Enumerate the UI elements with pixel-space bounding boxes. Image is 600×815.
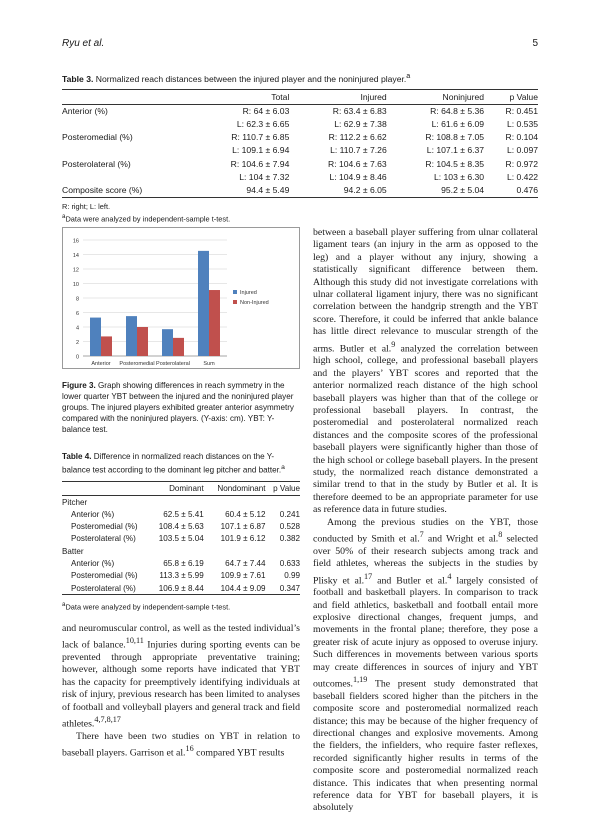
cell-total: R: 110.7 ± 6.85 [231, 132, 290, 143]
table-row [62, 104, 538, 118]
y-tick-label: 16 [72, 238, 79, 245]
row-label: Posterolateral (%) [71, 534, 136, 544]
row-label: Anterior (%) [71, 559, 115, 569]
table-3 [62, 72, 538, 225]
legend-label: Injured [240, 290, 257, 296]
cell-nondominant: 109.9 ± 7.61 [220, 571, 266, 581]
table-4-note: $^a$Data were analyzed by independent-sample t-test. [62, 601, 231, 612]
table-4-grid [62, 481, 300, 596]
table-row [62, 558, 300, 570]
cell-noninjured: L: 107.1 ± 6.37 [426, 145, 485, 156]
y-tick-label: 12 [72, 267, 79, 274]
cell-p-value: L: 0.535 [506, 119, 538, 130]
group-row [62, 495, 300, 508]
figure-3-chart [62, 227, 300, 369]
figure-3-caption: Figure 3. Graph showing differences in reach symmetry in the lower quarter YBT between the injured and the noninjured player groups. The injured players exhibited greater anterior asymmetry compared with the noninjured players. (Y-axis: cm). YBT: Y-balance test. [62, 381, 294, 434]
cell-injured: R: 104.6 ± 7.63 [328, 158, 387, 169]
table-3-note: $^a$Data were analyzed by independent-sample t-test. [62, 213, 231, 224]
table-3-caption: Table 3. Normalized reach distances between the injured player and the noninjured player.$^a$ [62, 72, 411, 84]
cell-p-value: L: 0.422 [506, 171, 538, 182]
paragraph: between a baseball player suffering from ulnar collateral ligament tears (an injury in the arm as opposed to the leg) and a player without any injury, showing a statistically significant difference between them. Although this study did not investigate correlations with ulnar collateral ligament injury, there was no significant correlation between the handgrip strength and the YBT score. Therefore, it could be inferred that ankle balance has little direct relevance to muscular strength of the arms. Butler et al.$^9$ analyzed the correlation between high school, college, and professional baseball players and the players’ YBT scores and reported that the anterior normalized reach distance of the high school baseball players was higher than that of the college or professional baseball players. In contrast, the posteromedial and posterolateral normalized reach distances and the composite scores of the professional baseball players were significantly higher than those of the high school or college baseball players. In the present study, the normalized reach distance demonstrated a similar trend to that in the study by Butler et al. It is therefore deemed to be an appropriate parameter for use as reference data in future studies. [313, 227, 538, 516]
table-row [62, 533, 300, 545]
table-3-notes [62, 202, 538, 224]
table-row [62, 521, 300, 533]
legend-label: Non-Injured [240, 300, 269, 306]
table-row [62, 582, 300, 595]
row-label: Posterolateral (%) [62, 582, 146, 595]
cell-total: L: 104 ± 7.32 [239, 171, 290, 182]
cell-nondominant: 60.4 ± 5.12 [225, 509, 266, 519]
table-row [62, 171, 538, 184]
cell-p-value: 0.382 [279, 534, 300, 544]
cell-noninjured: 95.2 ± 5.04 [387, 184, 484, 198]
cell-dominant: 103.5 ± 5.04 [158, 534, 204, 544]
row-label [62, 118, 192, 131]
y-tick-label: 8 [75, 296, 79, 303]
cell-p-value: 0.633 [279, 559, 300, 569]
table-4-header-cell: p Value [266, 481, 300, 495]
cell-p-value: R: 0.972 [505, 158, 538, 169]
y-tick-label: 4 [75, 325, 79, 332]
paragraph: Among the previous studies on the YBT, those conducted by Smith et al.$^7$ and Wright et al.$^8$ selected over 50% of their research subjects among track and field athletes, whereas the subjects in the studies by Plisky et al.$^{17}$ and Butler et al.$^4$ largely consisted of football and basketball players. In comparison to track and field athletics, basketball and football entail more explosive directional changes, frequent jumps, and movements in the frontal plane; therefore, they pose a greater risk of acute injury as opposed to overuse injury. Such differences in movements between various sports may create differences in sources of injury and YBT outcomes.$^{1,19}$ The present study demonstrated that baseball fielders scored higher than the pitchers in the composite score and posteromedial normalized reach distance; this may be because of the higher frequency of directional changes and explosive movements. Among the fielders, the infielders, who require faster reflexes, recorded significantly higher results in terms of the composite score and posteromedial normalized reach distance. This indicates that when presenting normal reference data for YBT for baseball players, it is absolutely [313, 516, 538, 814]
cell-injured: 94.2 ± 6.05 [289, 184, 386, 198]
table-3-header-row [62, 89, 538, 104]
y-tick-label: 2 [75, 340, 79, 346]
table-4-caption: Table 4. Difference in normalized reach distances on the Y-balance test according to the dominant leg pitcher and batter.$^a$ [62, 452, 285, 475]
bar-injured [162, 329, 173, 356]
table-row [62, 118, 538, 131]
bar-injured [90, 318, 101, 356]
row-label [62, 171, 192, 184]
bar-non-injured [101, 336, 112, 356]
cell-nondominant: 64.7 ± 7.44 [225, 559, 266, 569]
x-tick-label: Sum [203, 361, 215, 367]
legend-swatch [233, 290, 237, 294]
row-label: Posteromedial (%) [71, 571, 138, 581]
row-label: Composite score (%) [62, 184, 192, 198]
table-4-header-row [62, 481, 300, 495]
cell-p-value: R: 0.451 [505, 105, 538, 116]
table-3-header-cell: Noninjured [387, 89, 484, 104]
cell-p-value: L: 0.097 [506, 145, 538, 156]
y-tick-label: 0 [75, 354, 79, 361]
table-row [62, 144, 538, 157]
table-4-header-cell: Dominant [146, 481, 204, 495]
cell-injured: L: 110.7 ± 7.26 [330, 145, 387, 156]
table-3-header-cell: Injured [289, 89, 386, 104]
cell-injured: L: 104.9 ± 8.46 [329, 171, 387, 182]
table-row [62, 131, 538, 144]
cell-p-value: 0.528 [279, 522, 300, 532]
body-text-right [313, 227, 538, 815]
y-tick-label: 10 [72, 282, 79, 288]
legend-swatch [233, 300, 237, 304]
table-row [62, 184, 538, 198]
cell-dominant: 113.3 ± 5.99 [159, 571, 204, 581]
cell-injured: R: 63.4 ± 6.83 [332, 105, 387, 116]
cell-total: 94.4 ± 5.49 [192, 184, 289, 198]
y-tick-label: 14 [72, 253, 79, 259]
table-4 [62, 451, 300, 612]
page-number: 5 [532, 38, 538, 49]
cell-injured: L: 62.9 ± 7.38 [334, 119, 387, 130]
row-label: Posteromedial (%) [71, 522, 138, 532]
cell-nondominant: 101.9 ± 6.12 [220, 534, 266, 544]
cell-injured: R: 112.2 ± 6.62 [328, 132, 387, 143]
cell-p-value: 0.99 [284, 571, 300, 581]
table-4-header-cell [62, 481, 146, 495]
cell-nondominant: 104.4 ± 9.09 [204, 582, 266, 595]
bar-injured [126, 316, 137, 356]
x-tick-label: Anterior [91, 361, 111, 367]
x-tick-label: Posteromedial [119, 361, 155, 367]
row-label: Anterior (%) [71, 509, 115, 519]
cell-nondominant: 107.1 ± 6.87 [220, 522, 266, 532]
row-label: Anterior (%) [62, 105, 108, 116]
table-3-header-cell: Total [192, 89, 289, 104]
table-row [62, 158, 538, 171]
cell-noninjured: L: 61.6 ± 6.09 [431, 119, 485, 130]
x-tick-label: Posterolateral [156, 361, 190, 367]
paragraph: There have been two studies on YBT in relation to baseball players. Garrison et al.$^{16}$ compared YBT results [62, 730, 300, 759]
cell-total: L: 109.1 ± 6.94 [232, 145, 290, 156]
table-4-header-cell: Nondominant [204, 481, 266, 495]
table-row [62, 508, 300, 520]
bar-non-injured [173, 338, 184, 356]
cell-noninjured: R: 108.8 ± 7.05 [425, 132, 485, 143]
running-head [62, 38, 538, 52]
cell-noninjured: L: 103 ± 6.30 [433, 171, 485, 182]
cell-total: R: 104.6 ± 7.94 [230, 158, 290, 169]
cell-dominant: 108.4 ± 5.63 [158, 522, 204, 532]
table-3-header-cell: p Value [484, 89, 538, 104]
cell-p-value: 0.476 [484, 184, 538, 198]
cell-dominant: 62.5 ± 5.41 [163, 509, 204, 519]
row-label: Posteromedial (%) [62, 132, 133, 143]
bar-non-injured [137, 327, 148, 356]
cell-p-value: R: 0.104 [505, 132, 538, 143]
group-label: Batter [62, 547, 84, 556]
cell-total: R: 64 ± 6.03 [242, 105, 290, 116]
bar-non-injured [209, 290, 220, 356]
cell-p-value: 0.241 [279, 509, 300, 519]
row-label [62, 144, 192, 157]
y-tick-label: 6 [75, 311, 79, 317]
cell-noninjured: R: 64.8 ± 5.36 [430, 105, 485, 116]
bar-chart [63, 228, 299, 368]
bar-injured [198, 251, 209, 356]
table-3-grid [62, 89, 538, 198]
paragraph: and neuromuscular control, as well as the tested individual’s lack of balance.$^{10,11}$ Injuries during sporting events can be prevented through appropriate preventative training; however, although some reports have indicated that YBT has the capacity for preemptively identifying individuals at risk of injury, previous research has been limited to analyses of football and volleyball players and general track and field athletes.$^{4,7,8,17}$ [62, 623, 300, 730]
table-3-header-cell [62, 89, 192, 104]
row-label: Posterolateral (%) [62, 158, 131, 169]
cell-p-value: 0.347 [266, 582, 300, 595]
cell-total: L: 62.3 ± 6.65 [236, 119, 290, 130]
cell-dominant: 106.9 ± 8.44 [146, 582, 204, 595]
group-label: Pitcher [62, 497, 88, 507]
cell-noninjured: R: 104.5 ± 8.35 [425, 158, 485, 169]
cell-dominant: 65.8 ± 6.19 [163, 559, 204, 569]
table-3-note: R: right; L: left. [62, 202, 111, 212]
body-text-left [62, 623, 300, 760]
table-row [62, 570, 300, 582]
group-row [62, 545, 300, 558]
running-head-author: Ryu et al. [62, 38, 105, 49]
